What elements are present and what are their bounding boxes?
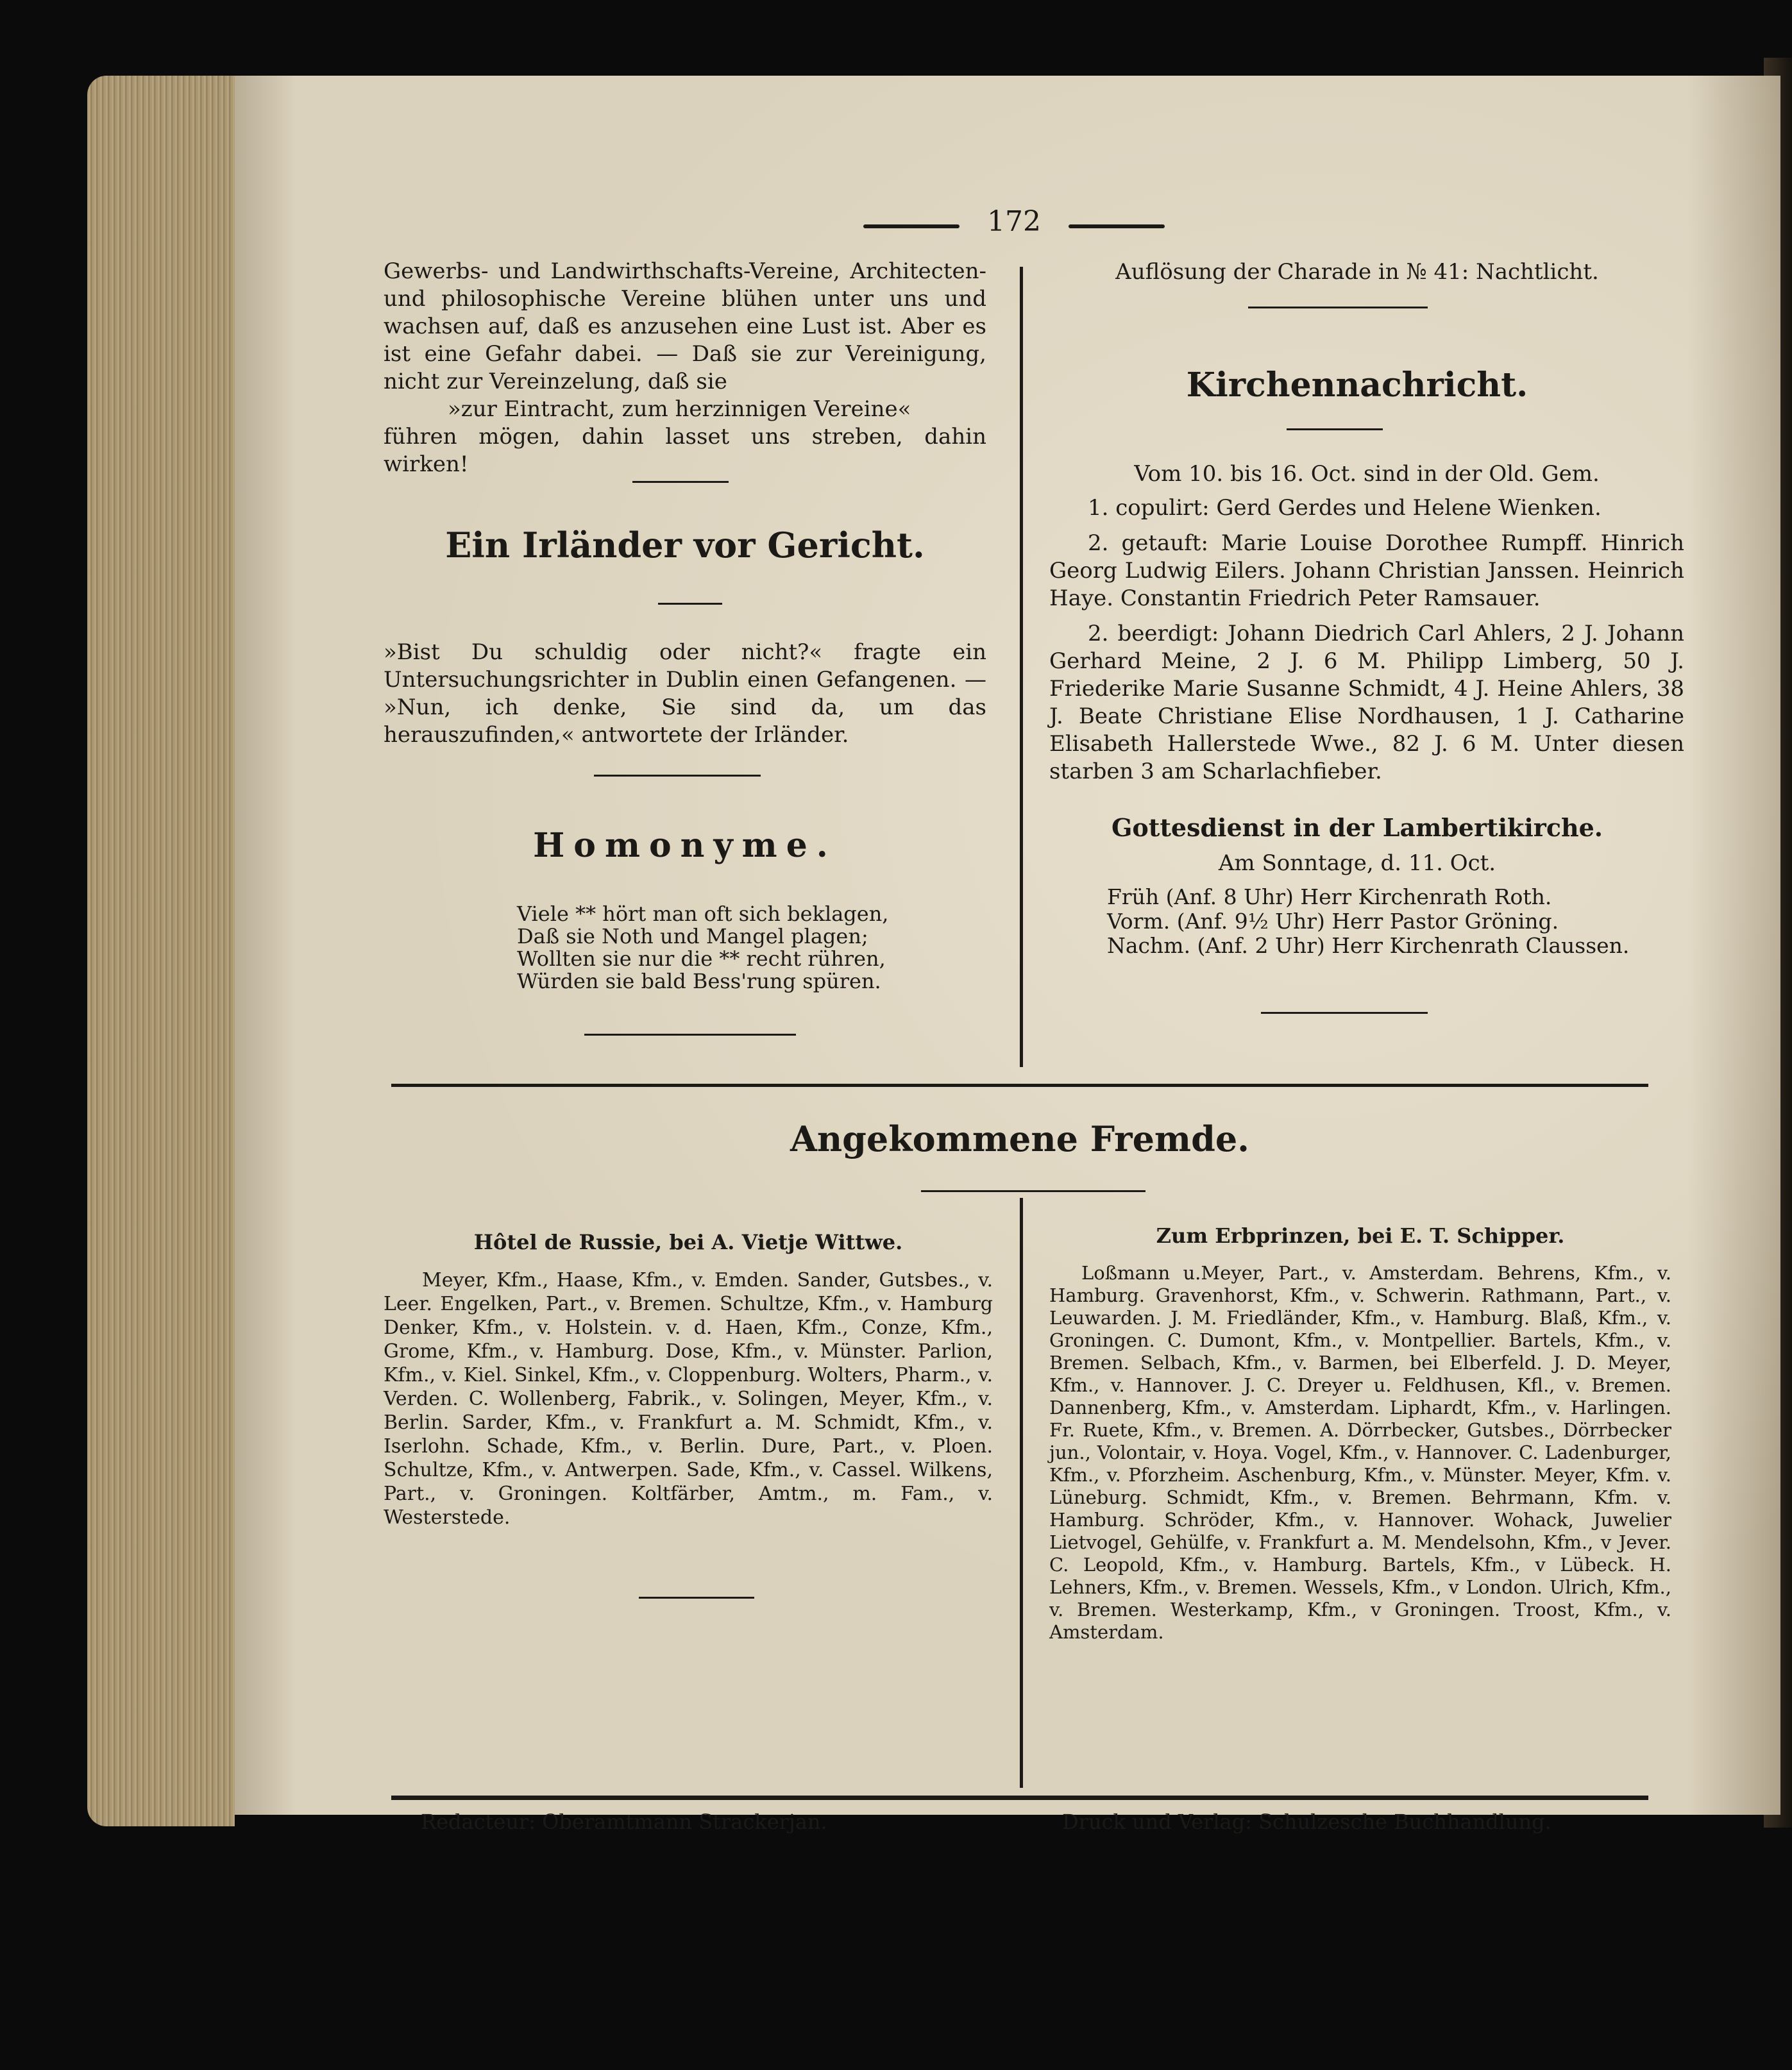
service-entry: Früh (Anf. 8 Uhr) Herr Kirchenrath Roth. — [1107, 884, 1552, 909]
quote-line: »zur Eintracht, zum herzinnigen Vereine« — [448, 396, 911, 422]
header-ornament-left — [863, 224, 959, 228]
poem-line: Wollten sie nur die ** recht rühren, — [517, 947, 886, 971]
buried-entry: 2. beerdigt: Johann Diedrich Carl Ahlers, 2 J. Johann Gerhard Meine, 2 J. 6 M. Philipp Limberg, 50 J. Friederike Marie Susanne Schmidt, 4 J. Heine Ahlers, 38 J. Beate Christiane Elise Nordhausen, 1 J. Catharine Elisabeth Hallerstede Wwe., 82 J. 6 M. Unter diesen starben 3 am Scharlachfieber. — [1049, 621, 1684, 784]
separator — [658, 603, 722, 605]
quote-continuation: führen mögen, dahin lasset uns streben, dahin wirken! — [384, 424, 986, 477]
homonyme-title: Homonyme. — [533, 826, 837, 865]
publisher-line: Druck und Verlag: Schulzesche Buchhandlung. — [1062, 1810, 1551, 1834]
separator — [584, 1034, 796, 1036]
page — [235, 76, 1780, 1834]
intro-paragraph: Gewerbs- und Landwirthschafts-Vereine, Architecten- und philosophische Vereine blühen unter uns und wachsen auf, daß es anzusehen eine Lust ist. Aber es ist eine Gefahr dabei. — Daß sie zur Vereinigung, nicht zur Vereinzelung, daß sie — [384, 258, 986, 394]
separator — [594, 775, 761, 777]
hotel-left-guests: Meyer, Kfm., Haase, Kfm., v. Emden. Sander, Gutsbes., v. Leer. Engelken, Part., v. Bremen. Schultze, Kfm., v. Hamburg Denker, Kfm., v. Holstein. v. d. Haen, Kfm., Conze, Kfm., Grome, Kfm., v. Hamburg. Dose, Kfm., v. Münster. Parlion, Kfm., v. Kiel. Sinkel, Kfm., v. Cloppenburg. Wolters, Pharm., v. Verden. C. Wollenberg, Fabrik., v. Solingen, Meyer, Kfm., v. Berlin. Sarder, Kfm., v. Frankfurt a. M. Schmidt, Kfm., v. Iserlohn. Schade, Kfm., v. Berlin. Dure, Part., v. Ploen. Schultze, Kfm., v. Antwerpen. Sade, Kfm., v. Cassel. Wilkens, Part., v. Groningen. Koltfärber, Amtm., m. Fam., v. Westerstede. — [384, 1269, 993, 1529]
baptized-entry: 2. getauft: Marie Louise Dorothee Rumpff. Hinrich Georg Ludwig Eilers. Johann Christian Janssen. Heinrich Haye. Constantin Friedrich Peter Ramsauer. — [1049, 530, 1684, 611]
service-list — [1062, 885, 1665, 958]
poem-line: Viele ** hört man oft sich beklagen, — [517, 902, 889, 926]
separator — [639, 1597, 754, 1599]
church-news — [1049, 460, 1684, 786]
separator — [1287, 428, 1383, 430]
story-text: »Bist Du schuldig oder nicht?« fragte ein Untersuchungsrichter in Dublin einen Gefangenen. — »Nun, ich denke, Sie sind da, um das herauszufinden,« antwortete der Irländer. — [384, 639, 986, 748]
editor-line: Redacteur: Oberamtmann Strackerjan. — [421, 1810, 827, 1834]
service-entry: Vorm. (Anf. 9½ Uhr) Herr Pastor Gröning. — [1107, 909, 1559, 934]
service-title: Gottesdienst in der Lambertikirche. — [1111, 813, 1603, 842]
left-intro — [384, 258, 986, 478]
separator — [632, 481, 729, 483]
poem-line: Würden sie bald Bess'rung spüren. — [517, 969, 881, 993]
service-entry: Nachm. (Anf. 2 Uhr) Herr Kirchenrath Claussen. — [1107, 933, 1630, 958]
column-divider — [1020, 267, 1023, 1067]
poem — [517, 903, 915, 993]
section-rule — [391, 1084, 1648, 1087]
story-title: Ein Irländer vor Gericht. — [445, 525, 925, 566]
header-ornament-right — [1069, 224, 1165, 228]
charade-solution: Auflösung der Charade in № 41: Nachtlicht. — [1115, 259, 1599, 285]
page-edges — [87, 76, 235, 1826]
page-number: 172 — [987, 205, 1041, 238]
separator — [921, 1190, 1145, 1192]
column-divider — [1020, 1198, 1023, 1788]
service-date: Am Sonntage, d. 11. Oct. — [1218, 850, 1496, 876]
hotel-right-title: Zum Erbprinzen, bei E. T. Schipper. — [1156, 1224, 1565, 1248]
poem-line: Daß sie Noth und Mangel plagen; — [517, 924, 868, 948]
separator — [1261, 1012, 1428, 1014]
hotel-left-title: Hôtel de Russie, bei A. Vietje Wittwe. — [473, 1230, 903, 1254]
church-title: Kirchennachricht. — [1186, 366, 1528, 405]
arrivals-title: Angekommene Fremde. — [790, 1118, 1249, 1159]
hotel-right-guests: Loßmann u.Meyer, Part., v. Amsterdam. Behrens, Kfm., v. Hamburg. Gravenhorst, Kfm., v. Schwerin. Rathmann, Part., v. Leuwarden. J. M. Friedländer, Kfm., v. Hamburg. Blaß, Kfm., v. Groningen. C. Dumont, Kfm., v. Montpellier. Bartels, Kfm., v. Bremen. Selbach, Kfm., v. Barmen, bei Elberfeld. J. D. Meyer, Kfm., v. Hannover. J. C. Dreyer u. Feldhusen, Kfl., v. Bremen. Dannenberg, Kfm., v. Amsterdam. Liphardt, Kfm., v. Harlingen. Fr. Ruete, Kfm., v. Bremen. A. Dörrbecker, Gutsbes., Dörrbecker jun., Volontair, v. Hoya. Vogel, Kfm., v. Hannover. C. Ladenburger, Kfm., v. Pforzheim. Aschenburg, Kfm., v. Münster. Meyer, Kfm. v. Lüneburg. Schmidt, Kfm., v. Bremen. Behrmann, Kfm. v. Hamburg. Schröder, Kfm., v. Hannover. Wohack, Juwelier Lietvogel, Gehülfe, v. Frankfurt a. M. Mendelsohn, Kfm., v Jever. C. Leopold, Kfm., v. Hamburg. Bartels, Kfm., v Lübeck. H. Lehners, Kfm., v. Bremen. Wessels, Kfm., v London. Ulrich, Kfm., v. Bremen. Westerkamp, Kfm., v Groningen. Troost, Kfm., v. Amsterdam. — [1049, 1262, 1671, 1643]
copulated-entry: 1. copulirt: Gerd Gerdes und Helene Wienken. — [1088, 495, 1602, 521]
church-period: Vom 10. bis 16. Oct. sind in der Old. Gem. — [1134, 461, 1600, 487]
separator — [1248, 307, 1428, 308]
footer-rule — [391, 1796, 1648, 1800]
